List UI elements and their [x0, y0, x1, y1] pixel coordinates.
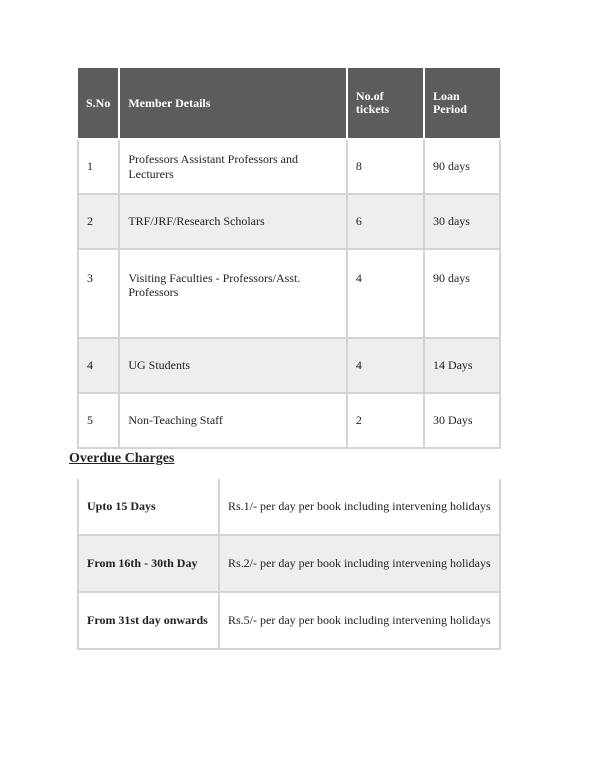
cell-member: Non-Teaching Staff: [119, 393, 347, 448]
cell-member: Visiting Faculties - Professors/Asst. Professors: [119, 249, 347, 338]
cell-tickets: 4: [347, 249, 424, 338]
header-loan-line1: Loan: [432, 89, 460, 103]
header-loan-period: [424, 68, 500, 139]
header-tickets: [347, 68, 424, 139]
loan-period-table: [77, 68, 501, 449]
table-row: [78, 592, 500, 649]
table-row: [78, 535, 500, 592]
cell-period: 90 days: [424, 249, 500, 338]
cell-day-range: From 31st day onwards: [78, 592, 219, 649]
cell-day-range: Upto 15 Days: [78, 479, 219, 535]
cell-charge: Rs.1/- per day per book including intervening holidays: [219, 479, 500, 535]
header-member-details: Member Details: [119, 68, 347, 139]
cell-charge: Rs.2/- per day per book including intervening holidays: [219, 535, 500, 592]
table-header-row: [78, 68, 500, 139]
cell-member: Professors Assistant Professors and Lecturers: [119, 139, 347, 194]
cell-sno: 2: [78, 194, 119, 249]
cell-sno: 1: [78, 139, 119, 194]
cell-sno: 4: [78, 338, 119, 393]
cell-charge: Rs.5/- per day per book including intervening holidays: [219, 592, 500, 649]
cell-tickets: 2: [347, 393, 424, 448]
cell-sno: 5: [78, 393, 119, 448]
cell-sno: 3: [78, 249, 119, 338]
cell-period: 30 days: [424, 194, 500, 249]
cell-period: 30 Days: [424, 393, 500, 448]
cell-tickets: 8: [347, 139, 424, 194]
cell-period: 14 Days: [424, 338, 500, 393]
table-row: [78, 393, 500, 448]
table-row: [78, 479, 500, 535]
header-tickets-line2: tickets: [355, 102, 390, 116]
cell-tickets: 6: [347, 194, 424, 249]
header-tickets-line1: No.of: [355, 89, 384, 103]
cell-day-range: From 16th - 30th Day: [78, 535, 219, 592]
table-row: [78, 194, 500, 249]
overdue-charges-heading: Overdue Charges: [69, 451, 175, 466]
overdue-charges-table: [77, 479, 501, 650]
header-loan-line2: Period: [432, 102, 467, 116]
table-row: [78, 338, 500, 393]
cell-period: 90 days: [424, 139, 500, 194]
cell-tickets: 4: [347, 338, 424, 393]
table-row: [78, 139, 500, 194]
table-row: [78, 249, 500, 338]
cell-member: UG Students: [119, 338, 347, 393]
header-sno: S.No: [78, 68, 119, 139]
cell-member: TRF/JRF/Research Scholars: [119, 194, 347, 249]
